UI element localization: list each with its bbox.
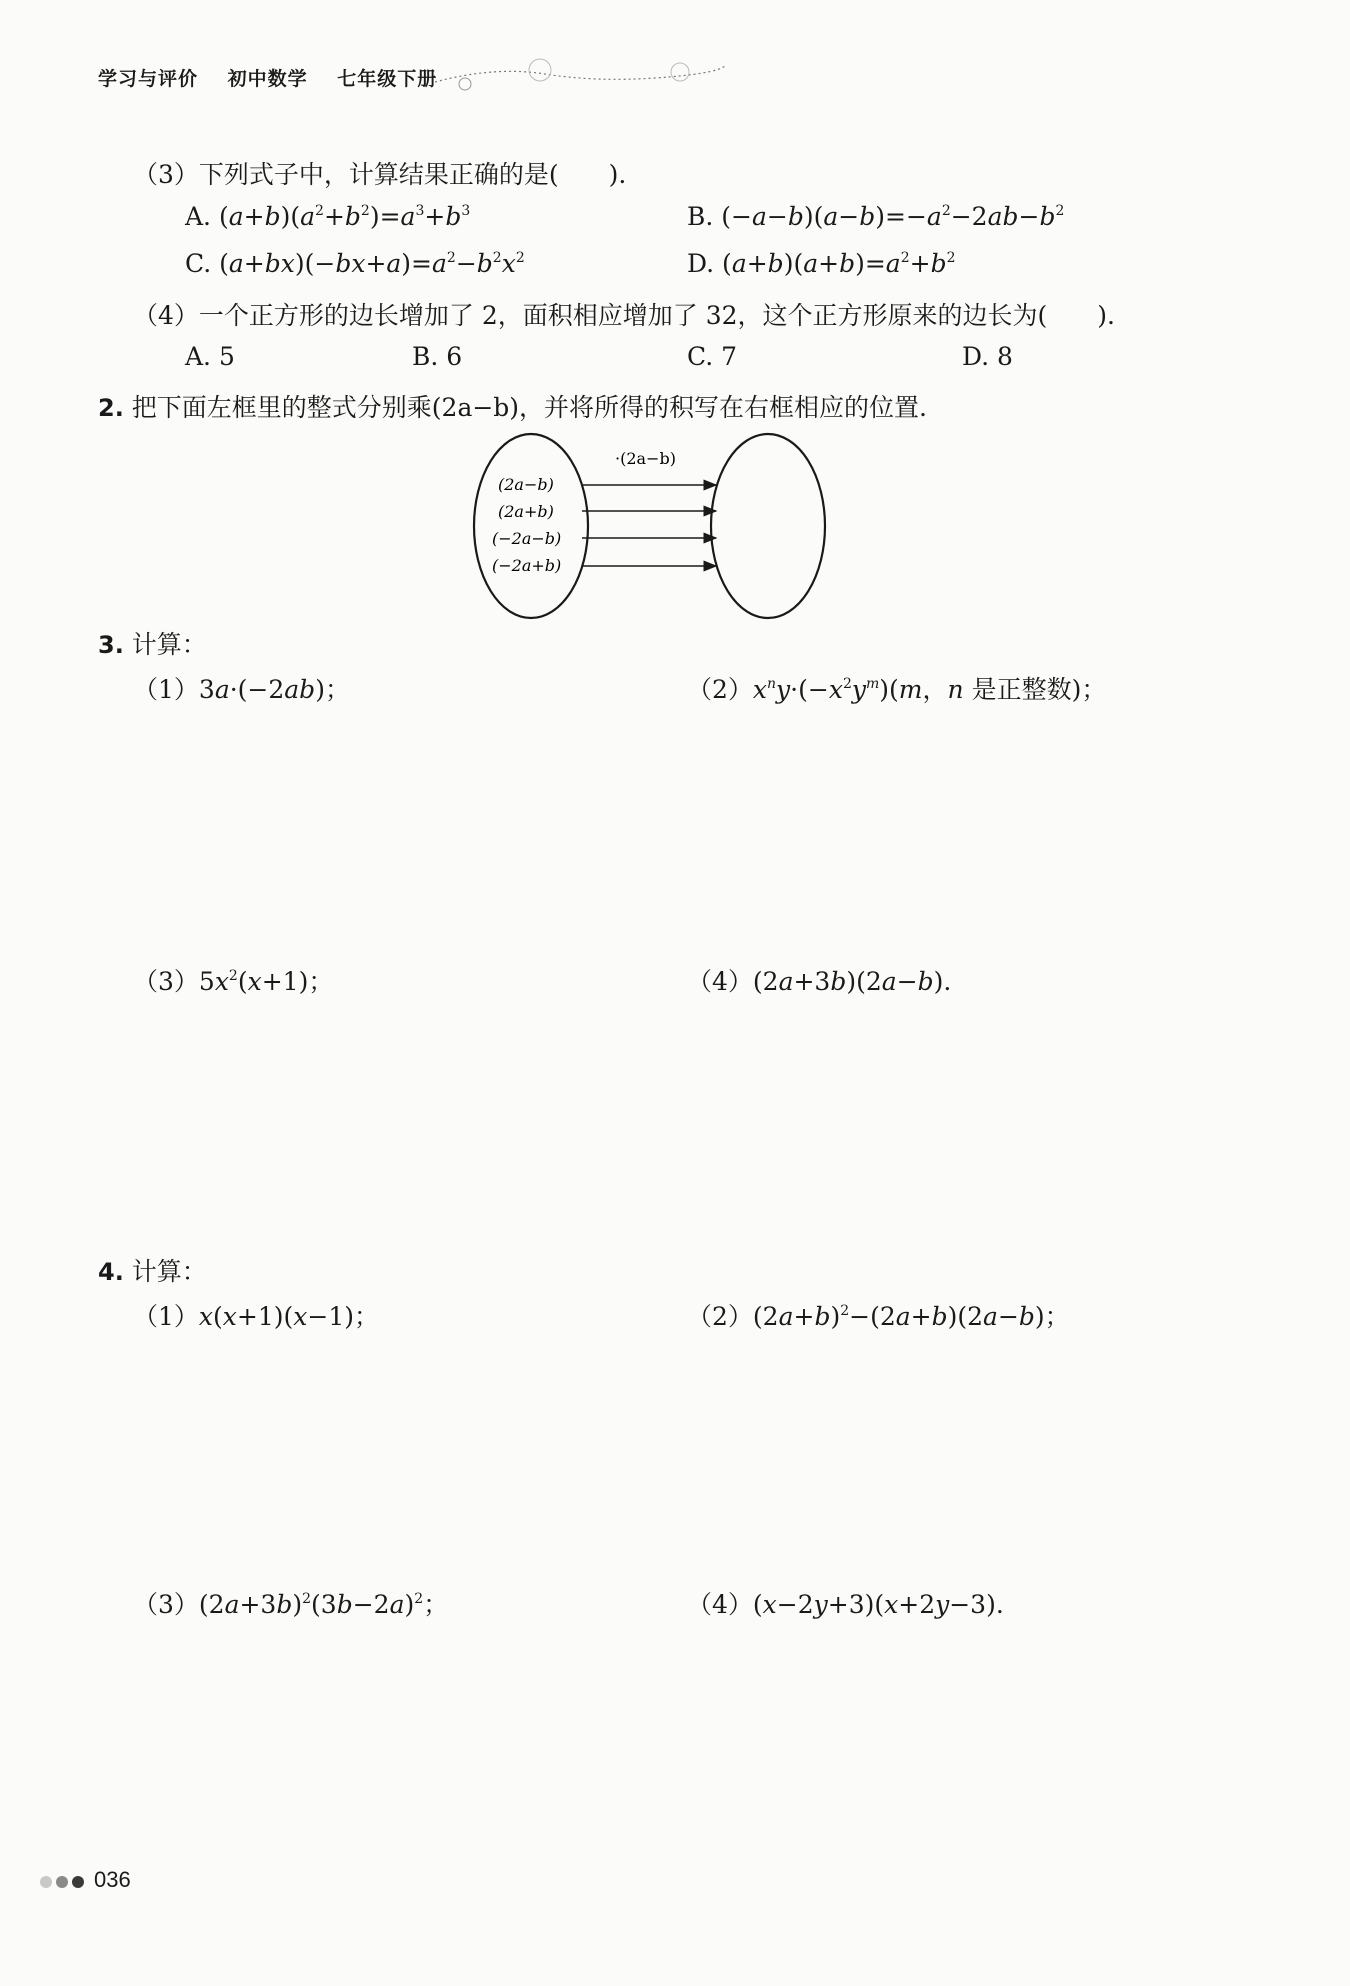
q1-part4-option-c: C. 7	[687, 342, 738, 371]
q3-part4: （4）(2a+3b)(2a−b).	[687, 967, 952, 996]
left-item-2: (2a+b)	[498, 502, 554, 521]
left-item-3: (−2a−b)	[492, 529, 562, 548]
question-3	[98, 625, 207, 661]
grade-volume: 七年级下册	[337, 68, 438, 90]
q3-part1: （1）3a·(−2ab)；	[133, 675, 350, 704]
question-4	[98, 1252, 207, 1288]
q3-number: 3.	[98, 631, 124, 659]
q4-number: 4.	[98, 1258, 124, 1286]
q4-part1: （1）x(x+1)(x−1)；	[133, 1302, 379, 1331]
q1-part4-option-d: D. 8	[962, 342, 1013, 371]
q3-stem: 计算：	[131, 630, 207, 659]
q4-part3: $(3)(2a+3b)^2(3b-2a)^2$；	[133, 1590, 449, 1619]
question-2	[98, 388, 927, 424]
subject-level: 初中数学	[227, 68, 308, 90]
left-item-1: (2a−b)	[498, 475, 554, 494]
q4-part2: $(2)(2a+b)^2-(2a+b)(2a-b)$；	[687, 1302, 1070, 1331]
q1-part4-option-b: B. 6	[412, 342, 463, 371]
operator-label: ·(2a−b)	[615, 449, 676, 468]
q1-part4-stem: （4）一个正方形的边长增加了 2，面积相应增加了 32，这个正方形原来的边长为( ).	[133, 301, 1115, 330]
q3-part2: $(2)x^ny\cdot(-x^2y^m)(m$，n 是正整数)；	[687, 675, 1107, 704]
page-number: 036	[40, 1867, 131, 1894]
q1-part3-option-b: B. $(-a-b)(a-b)=-a^2-2ab-b^2$	[687, 202, 1065, 231]
q4-stem: 计算：	[131, 1257, 207, 1286]
header-decoration	[435, 56, 725, 96]
left-item-4: (−2a+b)	[492, 556, 562, 575]
q1-part3-option-d: D. $(a+b)(a+b)=a^2+b^2$	[687, 249, 956, 278]
page-header	[98, 64, 459, 91]
q4-part4: （4）(x−2y+3)(x+2y−3).	[687, 1590, 1004, 1619]
q1-part3-option-c: C. $(a+bx)(-bx+a)=a^2-b^2x^2$	[185, 249, 525, 278]
book-title: 学习与评价	[98, 68, 199, 90]
q3-part3: $(3)5x^2(x+1)$；	[133, 967, 334, 996]
right-ellipse	[711, 434, 825, 618]
left-ellipse	[474, 434, 588, 618]
page-dots-icon	[40, 1868, 88, 1894]
q2-number: 2.	[98, 394, 124, 422]
q1-part4-option-a: A. 5	[185, 342, 235, 371]
q1-part3-option-a: A. $(a+b)(a^2+b^2)=a^3+b^3$	[185, 202, 471, 231]
q2-stem: 把下面左框里的整式分别乘(2a−b)，并将所得的积写在右框相应的位置.	[131, 393, 927, 422]
q1-part3-stem: （3）下列式子中，计算结果正确的是( ).	[133, 160, 627, 189]
multiplication-diagram	[470, 430, 840, 620]
